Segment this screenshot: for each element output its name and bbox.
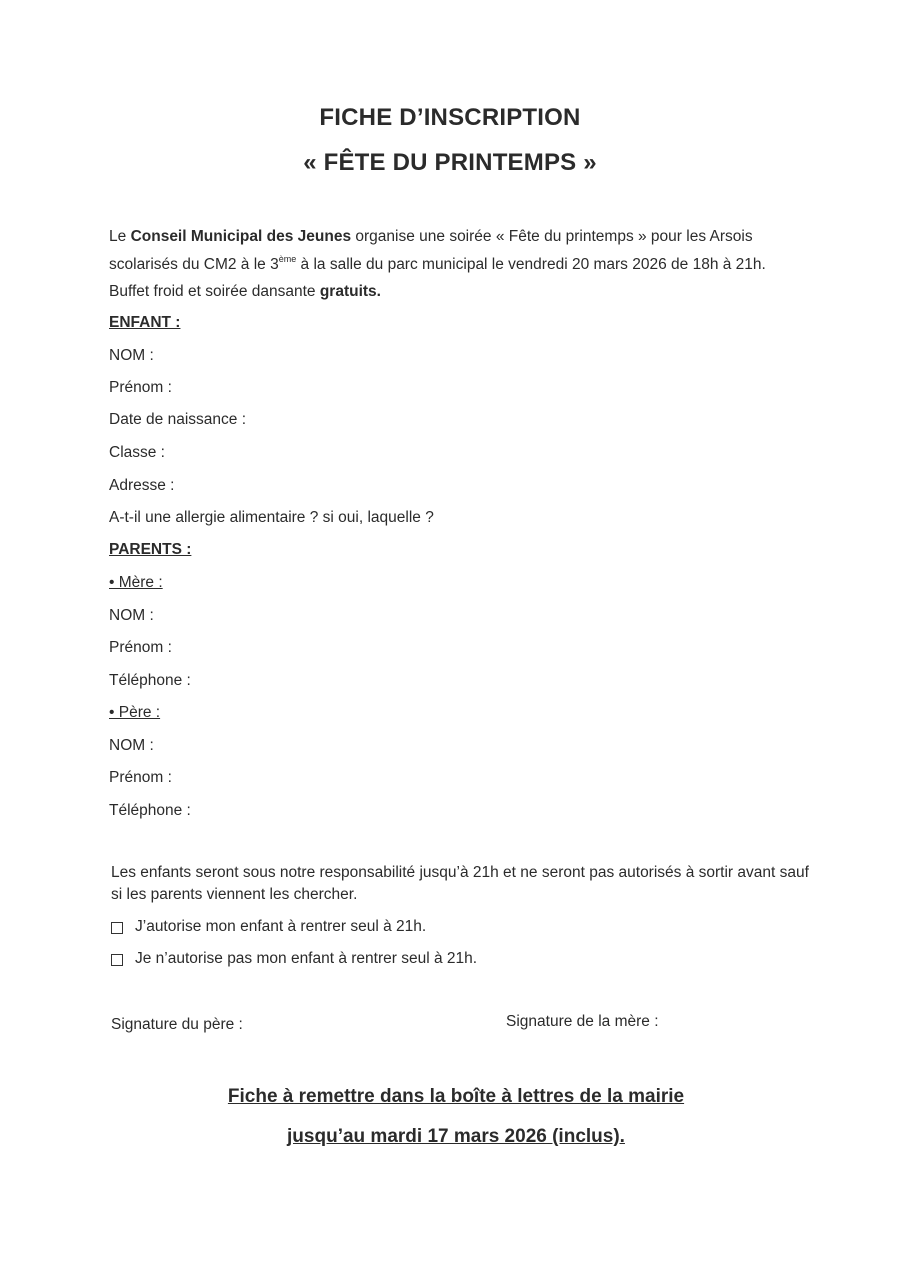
intro-text-middle: organise une soirée « Fête du printemps » pour les Arsois scolarisés du CM2 à le 3 <box>109 228 753 273</box>
event-title: « FÊTE DU PRINTEMPS » <box>303 149 597 176</box>
child-birthdate-field: Date de naissance : <box>109 411 247 428</box>
parents-section-heading: PARENTS : <box>109 541 192 558</box>
child-class-field: Classe : <box>109 444 165 461</box>
organizer-name: Conseil Municipal des Jeunes <box>130 228 352 245</box>
mother-prenom-field: Prénom : <box>109 639 172 656</box>
submission-instruction: Fiche à remettre dans la boîte à lettres de la mairie <box>227 1086 685 1107</box>
father-signature-label: Signature du père : <box>111 1016 243 1033</box>
father-nom-field: NOM : <box>109 737 154 754</box>
ordinal-superscript: ème <box>278 254 297 264</box>
free-label: gratuits. <box>319 283 381 300</box>
mother-signature-label: Signature de la mère : <box>506 1013 659 1030</box>
intro-paragraph <box>109 226 809 276</box>
child-address-field: Adresse : <box>109 477 175 494</box>
child-prenom-field: Prénom : <box>109 379 172 396</box>
child-allergy-field: A-t-il une allergie alimentaire ? si oui, laquelle ? <box>109 509 434 526</box>
intro-text-start: Le <box>109 228 131 245</box>
intro-text-end: à la salle du parc municipal le vendredi 20 mars 2026 de 18h à 21h. <box>296 256 766 273</box>
mother-nom-field: NOM : <box>109 607 154 624</box>
authorize-option[interactable] <box>111 918 426 936</box>
form-title: FICHE D’INSCRIPTION <box>319 104 581 131</box>
child-section-heading: ENFANT : <box>109 314 181 331</box>
not-authorize-option[interactable] <box>111 950 477 968</box>
authorize-checkbox[interactable] <box>111 922 123 934</box>
father-phone-field: Téléphone : <box>109 802 191 819</box>
father-subheading: • Père : <box>109 704 161 721</box>
mother-subheading: • Mère : <box>109 574 163 591</box>
buffet-text: Buffet froid et soirée dansante <box>109 283 320 300</box>
father-prenom-field: Prénom : <box>109 769 172 786</box>
child-nom-field: NOM : <box>109 347 154 364</box>
not-authorize-option-label: Je n’autorise pas mon enfant à rentrer seul à 21h. <box>135 950 478 967</box>
responsibility-notice: Les enfants seront sous notre responsabilité jusqu’à 21h et ne seront pas autorisés à sortir avant sauf si les parents viennent les chercher. <box>111 864 809 903</box>
mother-phone-field: Téléphone : <box>109 672 191 689</box>
submission-deadline: jusqu’au mardi 17 mars 2026 (inclus). <box>287 1126 625 1147</box>
buffet-line <box>109 281 809 303</box>
not-authorize-checkbox[interactable] <box>111 954 123 966</box>
authorize-option-label: J’autorise mon enfant à rentrer seul à 21h. <box>135 918 427 935</box>
